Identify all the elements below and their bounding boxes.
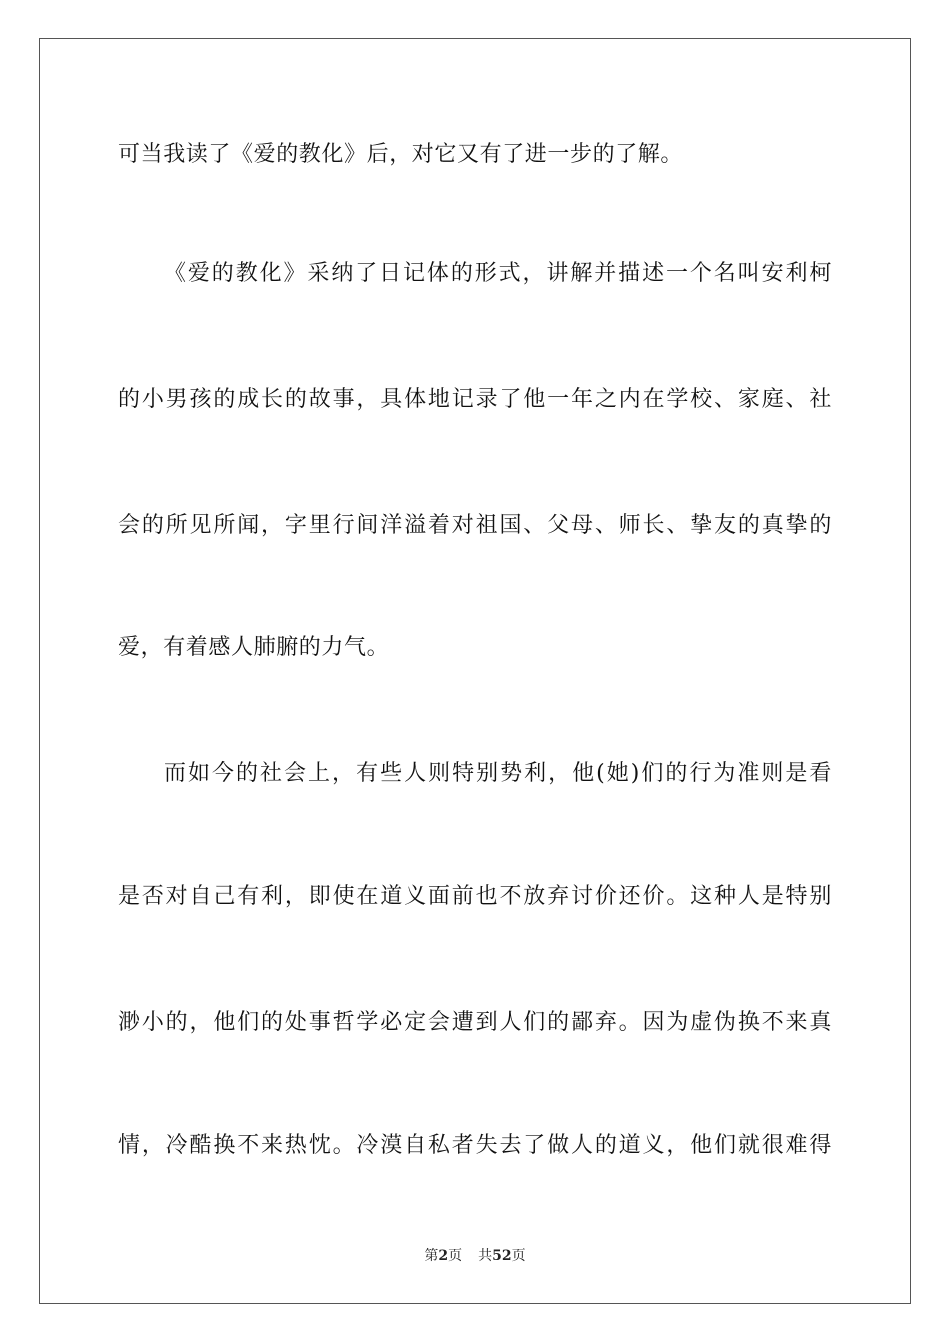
text-line-8: 渺小的，他们的处事哲学必定会遭到人们的鄙弃。因为虚伪换不来真 bbox=[118, 1010, 832, 1035]
text-line-2: 《爱的教化》采纳了日记体的形式，讲解并描述一个名叫安利柯 bbox=[164, 261, 832, 286]
text-line-3: 的小男孩的成长的故事，具体地记录了他一年之内在学校、家庭、社 bbox=[118, 387, 832, 412]
text-line-9: 情，冷酷换不来热忱。冷漠自私者失去了做人的道义，他们就很难得 bbox=[118, 1133, 832, 1158]
text-line-5: 爱，有着感人肺腑的力气。 bbox=[118, 635, 390, 660]
page-border bbox=[39, 38, 911, 1304]
text-line-6: 而如今的社会上，有些人则特别势利，他(她)们的行为准则是看 bbox=[164, 761, 832, 786]
text-line-1: 可当我读了《爱的教化》后，对它又有了进一步的了解。 bbox=[118, 142, 684, 167]
page-footer bbox=[0, 1246, 950, 1266]
footer-total-pages: 52 bbox=[492, 1248, 512, 1264]
footer-page-prefix: 第 bbox=[424, 1248, 439, 1264]
footer-page-suffix: 页 bbox=[448, 1248, 463, 1264]
footer-total-suffix: 页 bbox=[511, 1248, 526, 1264]
footer-total-prefix: 共 bbox=[478, 1248, 493, 1264]
footer-page-number: 2 bbox=[438, 1248, 449, 1264]
text-line-7: 是否对自己有利，即使在道义面前也不放弃讨价还价。这种人是特别 bbox=[118, 884, 832, 909]
text-line-4: 会的所见所闻，字里行间洋溢着对祖国、父母、师长、挚友的真挚的 bbox=[118, 513, 832, 538]
